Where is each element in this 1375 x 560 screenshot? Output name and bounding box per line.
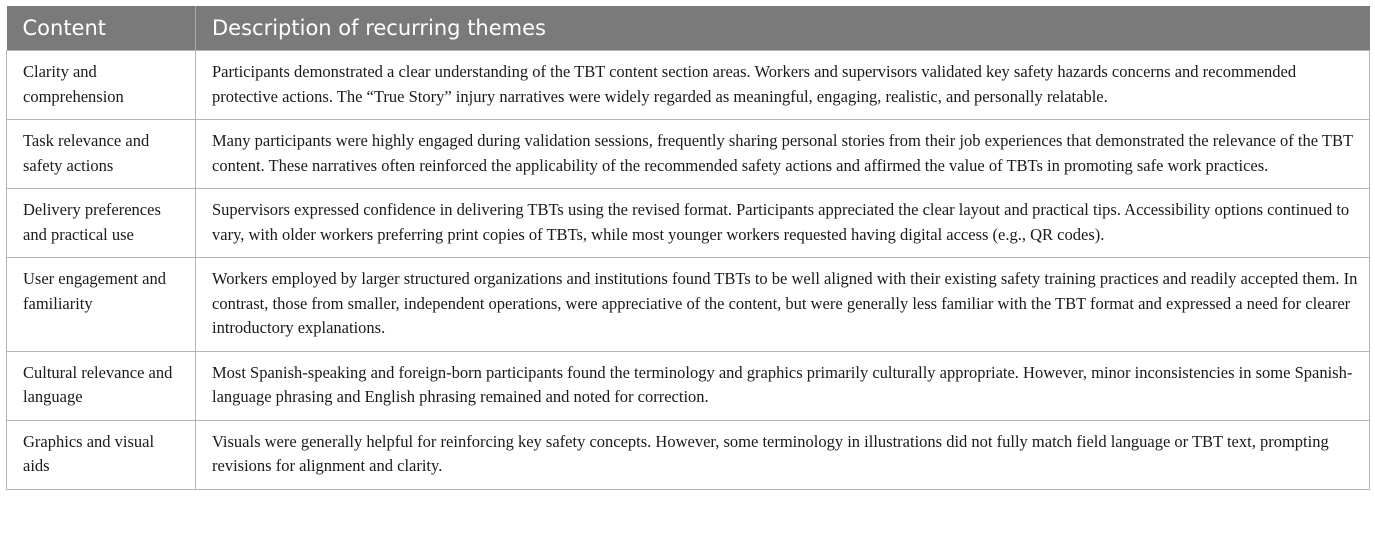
content-cell: Clarity and comprehension <box>7 51 196 120</box>
description-cell: Workers employed by larger structured organizations and institutions found TBTs to be well aligned with their existing safety training practices and readily accepted them. In contrast, those from smaller, independent operations, were appreciative of the content, but were generally less familiar with the TBT format and expressed a need for clearer introductory explanations. <box>196 258 1370 352</box>
content-cell: Delivery preferences and practical use <box>7 189 196 258</box>
description-cell: Visuals were generally helpful for reinforcing key safety concepts. However, some terminology in illustrations did not fully match field language or TBT text, prompting revisions for alignment and clarity. <box>196 420 1370 489</box>
content-cell: Task relevance and safety actions <box>7 120 196 189</box>
description-cell: Supervisors expressed confidence in delivering TBTs using the revised format. Participants appreciated the clear layout and practical tips. Accessibility options continued to vary, with older workers preferring print copies of TBTs, while most younger workers requested having digital access (e.g., QR codes). <box>196 189 1370 258</box>
table-row <box>7 51 1370 120</box>
description-cell: Most Spanish-speaking and foreign-born participants found the terminology and graphics primarily culturally appropriate. However, minor inconsistencies in some Spanish-language phrasing and English phrasing remained and noted for correction. <box>196 351 1370 420</box>
description-cell: Many participants were highly engaged during validation sessions, frequently sharing personal stories from their job experiences that demonstrated the relevance of the TBT content. These narratives often reinforced the applicability of the recommended safety actions and affirmed the value of TBTs in promoting safe work practices. <box>196 120 1370 189</box>
table-row <box>7 258 1370 352</box>
column-header-content: Content <box>7 6 196 51</box>
table-header <box>7 6 1370 51</box>
column-header-description: Description of recurring themes <box>196 6 1370 51</box>
description-cell: Participants demonstrated a clear understanding of the TBT content section areas. Workers and supervisors validated key safety hazards concerns and recommended protective actions. The “True Story” injury narratives were widely regarded as meaningful, engaging, realistic, and personally relatable. <box>196 51 1370 120</box>
content-cell: Cultural relevance and language <box>7 351 196 420</box>
themes-table <box>6 6 1370 490</box>
table-row <box>7 420 1370 489</box>
table-body <box>7 51 1370 490</box>
content-cell: Graphics and visual aids <box>7 420 196 489</box>
table-row <box>7 120 1370 189</box>
themes-table-container <box>6 6 1369 490</box>
table-row <box>7 189 1370 258</box>
content-cell: User engagement and familiarity <box>7 258 196 352</box>
table-row <box>7 351 1370 420</box>
header-row <box>7 6 1370 51</box>
